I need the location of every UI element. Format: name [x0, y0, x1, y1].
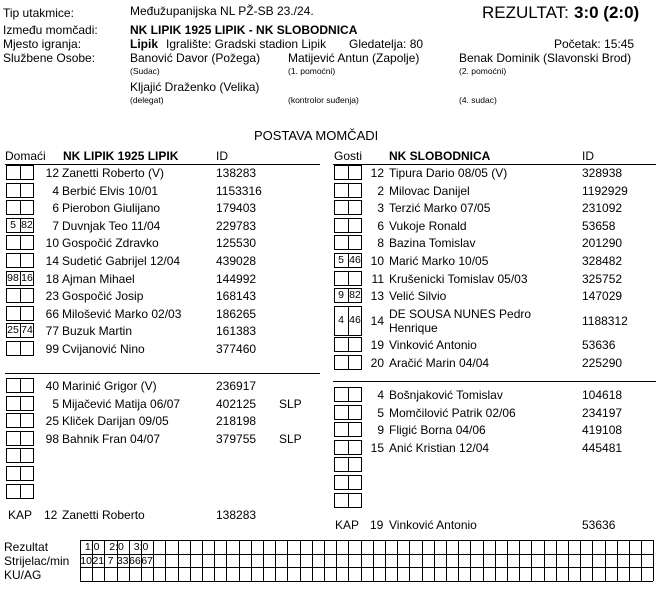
player-name: Berbić Elvis 10/01	[62, 183, 159, 198]
home-kap-label: KAP	[8, 508, 33, 522]
official-role: (2. pomoćni)	[459, 66, 507, 76]
sub-box	[6, 306, 20, 321]
player-name: Zanetti Roberto (V)	[62, 166, 165, 180]
player-name: Marić Marko 10/05	[389, 254, 489, 268]
player-number: 2	[377, 183, 384, 198]
scorer-cell: 7	[107, 554, 114, 567]
player-id: 186265	[216, 306, 257, 321]
player-note: SLP	[279, 396, 302, 411]
tip-label: Tip utakmice:	[3, 6, 74, 20]
divider	[5, 373, 320, 374]
sub-box	[6, 448, 20, 463]
sub-in-min: 9	[338, 289, 344, 302]
sub-box	[334, 422, 348, 437]
player-number: 25	[45, 414, 59, 429]
player-name: Tipura Dario 08/05 (V)	[389, 166, 508, 180]
player-id: 439028	[216, 254, 257, 268]
player-name: Milovac Danijel	[389, 183, 470, 198]
player-id: 328938	[582, 166, 623, 180]
home-kap-id: 138283	[216, 508, 257, 522]
player-name: Sudetić Gabrijel 12/04	[62, 254, 181, 268]
grid-line	[531, 540, 532, 581]
player-id: 201290	[582, 236, 623, 251]
player-name: Gospočić Josip	[62, 289, 144, 304]
player-id: 234197	[582, 405, 623, 420]
grid-line	[641, 540, 642, 581]
player-id: 1153316	[216, 183, 262, 198]
sub-box	[6, 378, 20, 393]
player-name: Vinković Antonio	[389, 338, 477, 353]
grid-line	[519, 540, 520, 581]
grid-line	[165, 540, 166, 581]
player-number: 12	[370, 166, 384, 180]
player-number: 9	[377, 423, 384, 438]
sub-box	[348, 440, 362, 455]
sub-box	[348, 218, 362, 233]
player-id: 1192929	[582, 183, 628, 198]
player-name: Cvijanović Nino	[62, 342, 145, 356]
sub-box	[20, 413, 34, 428]
player-name: Marinić Grigor (V)	[62, 379, 157, 393]
result-cell: 2:0	[109, 541, 124, 553]
grid-line	[348, 540, 349, 581]
player-id: 445481	[582, 440, 623, 455]
sub-box	[348, 493, 362, 508]
player-number: 14	[45, 254, 59, 268]
sub-box	[6, 183, 20, 198]
grid-line	[361, 540, 362, 581]
sub-box	[348, 422, 362, 437]
sub-box	[334, 457, 348, 472]
player-number: 11	[371, 271, 384, 286]
player-number: 99	[45, 342, 59, 356]
player-number: 4	[52, 183, 59, 198]
sub-box	[6, 253, 20, 268]
grid-line	[312, 540, 313, 581]
player-number: 19	[370, 338, 384, 353]
sub-out-min: 82	[349, 289, 361, 302]
player-number: 66	[45, 306, 59, 321]
sub-in-min: 98	[7, 271, 19, 284]
official-name: Benak Dominik (Slavonski Brod)	[459, 51, 632, 65]
sluzbene-label: Službene Osobe:	[3, 51, 96, 65]
rezultat-row-label: Rezultat	[4, 540, 49, 554]
sub-box	[6, 235, 20, 250]
player-name: Kliček Darijan 09/05	[62, 414, 169, 429]
scorer-cell: 21	[92, 554, 105, 567]
pocetak: Početak: 15:45	[554, 37, 635, 51]
sub-box	[20, 306, 34, 321]
sub-in-min: 5	[338, 254, 344, 266]
sub-box	[348, 200, 362, 215]
sub-box	[6, 466, 20, 481]
scorer-cell: 66	[129, 554, 141, 567]
player-id: 377460	[216, 342, 257, 356]
rezultat-label: REZULTAT:	[482, 3, 569, 22]
player-number: 13	[370, 289, 384, 304]
grid-line	[336, 540, 337, 581]
player-id: 379755	[216, 431, 257, 446]
official-role: (Sudac)	[130, 66, 160, 76]
sub-box	[348, 475, 362, 490]
player-number: 15	[370, 440, 384, 455]
player-name: Bazina Tomislav	[389, 236, 476, 251]
home-id-label: ID	[216, 149, 228, 163]
sub-in-min: 5	[10, 218, 16, 231]
grid-line	[446, 540, 447, 581]
sub-box	[334, 235, 348, 250]
grid-line	[507, 540, 508, 581]
player-number: 98	[45, 431, 59, 446]
rezultat-value: 3:0 (2:0)	[574, 3, 640, 22]
grid-line	[251, 540, 252, 581]
player-id: 325752	[582, 271, 623, 286]
kuag-row-label: KU/AG	[4, 568, 42, 582]
sub-box	[334, 165, 348, 180]
player-id: 229783	[216, 218, 257, 233]
sub-box	[20, 235, 34, 250]
sub-out-min: 46	[349, 254, 361, 266]
away-side-label: Gosti	[334, 149, 363, 163]
grid-line	[178, 540, 179, 581]
sub-box	[348, 337, 362, 352]
grid-line	[556, 540, 557, 581]
divider	[5, 164, 320, 165]
scorer-cell: 10	[80, 554, 92, 567]
grid-line	[458, 540, 459, 581]
sub-box	[6, 165, 20, 180]
player-number: 3	[377, 201, 384, 216]
grid-line	[263, 540, 264, 581]
player-id: 138283	[216, 166, 257, 180]
grid-line	[190, 540, 191, 581]
player-name: Momčilović Patrik 02/06	[389, 405, 516, 420]
away-kap-label: KAP	[335, 518, 360, 532]
player-number: 14	[370, 313, 384, 328]
sub-box	[20, 431, 34, 446]
player-id: 125530	[216, 236, 257, 251]
mjesto-city: Lipik	[130, 37, 159, 51]
player-note: SLP	[279, 431, 302, 446]
grid-line	[470, 540, 471, 581]
grid-line	[397, 540, 398, 581]
player-id: 218198	[216, 414, 257, 429]
grid-line	[592, 540, 593, 581]
sub-box	[348, 355, 362, 370]
player-number: 20	[370, 355, 384, 370]
sub-out-min: 82	[21, 218, 33, 231]
sub-box	[20, 466, 34, 481]
sub-box	[20, 484, 34, 499]
official-name: Kljajić Draženko (Velika)	[130, 80, 260, 94]
sub-box	[348, 183, 362, 198]
player-id: 225290	[582, 355, 623, 370]
player-id: 161383	[216, 324, 257, 339]
sub-box	[334, 493, 348, 508]
player-id: 168143	[216, 289, 257, 304]
grid-line	[239, 540, 240, 581]
player-name: Mijačević Matija 06/07	[62, 396, 181, 411]
player-name: Velić Silvio	[389, 289, 447, 304]
grid-line	[568, 540, 569, 581]
sub-out-min: 46	[349, 313, 361, 326]
sub-box	[348, 235, 362, 250]
player-id: 53658	[582, 218, 616, 233]
player-name: Anić Kristian 12/04	[389, 440, 490, 455]
player-name: Bošnjaković Tomislav	[389, 388, 503, 402]
result-cell: 3:0	[133, 541, 149, 553]
sub-box	[20, 378, 34, 393]
section-title: POSTAVA MOMČADI	[254, 128, 379, 143]
izmedju-label: Između momčadi:	[3, 23, 98, 37]
official-role: (1. pomoćni)	[288, 66, 336, 76]
player-number: 40	[45, 379, 59, 393]
player-number: 77	[45, 324, 59, 339]
grid-line	[653, 540, 654, 581]
sub-box	[334, 475, 348, 490]
player-number: 10	[45, 236, 59, 251]
player-number: 18	[45, 271, 59, 286]
player-id: 236917	[216, 379, 257, 393]
sub-box	[348, 271, 362, 286]
player-number: 12	[45, 166, 59, 180]
grid-line	[385, 540, 386, 581]
player-name: Buzuk Martin	[62, 324, 133, 339]
sub-box	[334, 183, 348, 198]
player-number: 6	[52, 201, 59, 216]
grid-line	[605, 540, 606, 581]
grid-line	[214, 540, 215, 581]
grid-line	[202, 540, 203, 581]
player-name: Pierobon Giulijano	[62, 201, 161, 216]
grid-line	[495, 540, 496, 581]
home-team-name: NK LIPIK 1925 LIPIK	[63, 149, 179, 163]
grid-line	[434, 540, 435, 581]
home-kap-name: Zanetti Roberto	[62, 508, 145, 522]
player-number: 7	[52, 218, 59, 233]
sub-box	[348, 387, 362, 402]
grid-line	[80, 581, 653, 582]
official-role: (4. sudac)	[459, 95, 497, 105]
player-id: 402125	[216, 396, 257, 411]
grid-line	[153, 540, 154, 581]
player-id: 104618	[582, 388, 623, 402]
sub-box	[334, 218, 348, 233]
sub-box	[348, 405, 362, 420]
sub-box	[20, 288, 34, 303]
sub-box	[6, 341, 20, 356]
gledatelja: Gledatelja: 80	[349, 37, 424, 51]
player-id: 1188312	[582, 313, 628, 328]
grid-line	[617, 540, 618, 581]
sub-box	[6, 200, 20, 215]
grid-line	[483, 540, 484, 581]
sub-box	[334, 337, 348, 352]
divider	[333, 164, 656, 165]
sub-box	[334, 405, 348, 420]
home-kap-num: 12	[44, 508, 58, 522]
grid-line	[275, 540, 276, 581]
sub-box	[6, 413, 20, 428]
grid-line	[629, 540, 630, 581]
away-id-label: ID	[582, 149, 594, 163]
grid-line	[300, 540, 301, 581]
player-number: 8	[377, 236, 384, 251]
player-name: Ajman Mihael	[62, 271, 135, 286]
scorer-cell: 67	[141, 554, 153, 567]
official-name: Banović Davor (Požega)	[130, 51, 261, 65]
izmedju-value: NK LIPIK 1925 LIPIK - NK SLOBODNICA	[130, 23, 358, 37]
player-name: Fligić Borna 04/06	[389, 423, 486, 438]
player-name: DE SOUSA NUNES Pedro Henrique	[389, 306, 532, 335]
player-id: 231092	[582, 201, 623, 216]
player-number: 6	[377, 218, 384, 233]
player-name: Gospočić Zdravko	[62, 236, 159, 251]
mjesto-venue: Igralište: Gradski stadion Lipik	[166, 37, 327, 51]
grid-line	[373, 540, 374, 581]
sub-out-min: 16	[21, 271, 33, 284]
home-side-label: Domaći	[5, 149, 46, 163]
tip-value: Međužupanijska NL PŽ-SB 23./24.	[130, 4, 314, 18]
sub-box	[6, 484, 20, 499]
sub-box	[334, 355, 348, 370]
official-role: (kontrolor suđenja)	[288, 95, 359, 105]
sub-box	[20, 396, 34, 411]
grid-line	[409, 540, 410, 581]
sub-box	[334, 440, 348, 455]
sub-box	[20, 341, 34, 356]
player-name: Terzić Marko 07/05	[389, 201, 491, 216]
official-name: Matijević Antun (Zapolje)	[288, 51, 420, 65]
player-name: Krušenicki Tomislav 05/03	[389, 271, 528, 286]
sub-box	[6, 431, 20, 446]
sub-box	[20, 448, 34, 463]
away-kap-num: 19	[370, 518, 384, 532]
player-name: Aračić Marin 04/04	[389, 355, 490, 370]
grid-line	[324, 540, 325, 581]
sub-box	[348, 165, 362, 180]
sub-box	[348, 457, 362, 472]
grid-line	[580, 540, 581, 581]
sub-box	[6, 396, 20, 411]
result-cell: 1:0	[84, 541, 100, 553]
player-name: Duvnjak Teo 11/04	[62, 218, 161, 233]
player-number: 5	[52, 396, 59, 411]
player-number: 10	[370, 254, 384, 268]
sub-box	[20, 253, 34, 268]
player-id: 147029	[582, 289, 623, 304]
player-id: 328482	[582, 254, 623, 268]
grid-line	[422, 540, 423, 581]
player-name: Vukoje Ronald	[389, 218, 467, 233]
player-id: 144992	[216, 271, 257, 286]
player-number: 4	[377, 388, 384, 402]
sub-box	[6, 288, 20, 303]
player-id: 53636	[582, 338, 616, 353]
sub-in-min: 25	[7, 324, 19, 337]
sub-box	[20, 183, 34, 198]
mjesto-label: Mjesto igranja:	[3, 37, 82, 51]
sub-box	[334, 271, 348, 286]
away-team-name: NK SLOBODNICA	[389, 149, 491, 163]
player-name: Milošević Marko 02/03	[62, 306, 182, 321]
player-id: 419108	[582, 423, 623, 438]
away-kap-name: Vinković Antonio	[389, 518, 477, 532]
strijelac-row-label: Strijelac/min	[4, 554, 70, 568]
player-number: 5	[377, 405, 384, 420]
sub-out-min: 74	[21, 324, 33, 337]
sub-box	[20, 165, 34, 180]
grid-line	[287, 540, 288, 581]
player-number: 23	[45, 289, 59, 304]
grid-line	[226, 540, 227, 581]
sub-box	[20, 200, 34, 215]
official-role: (delegat)	[130, 95, 164, 105]
scorer-cell: 33	[116, 554, 129, 567]
grid-line	[544, 540, 545, 581]
player-id: 179403	[216, 201, 257, 216]
player-name: Bahnik Fran 04/07	[62, 431, 161, 446]
sub-in-min: 4	[338, 313, 344, 326]
divider	[333, 381, 656, 382]
away-kap-id: 53636	[582, 518, 616, 532]
sub-box	[334, 200, 348, 215]
sub-box	[334, 387, 348, 402]
